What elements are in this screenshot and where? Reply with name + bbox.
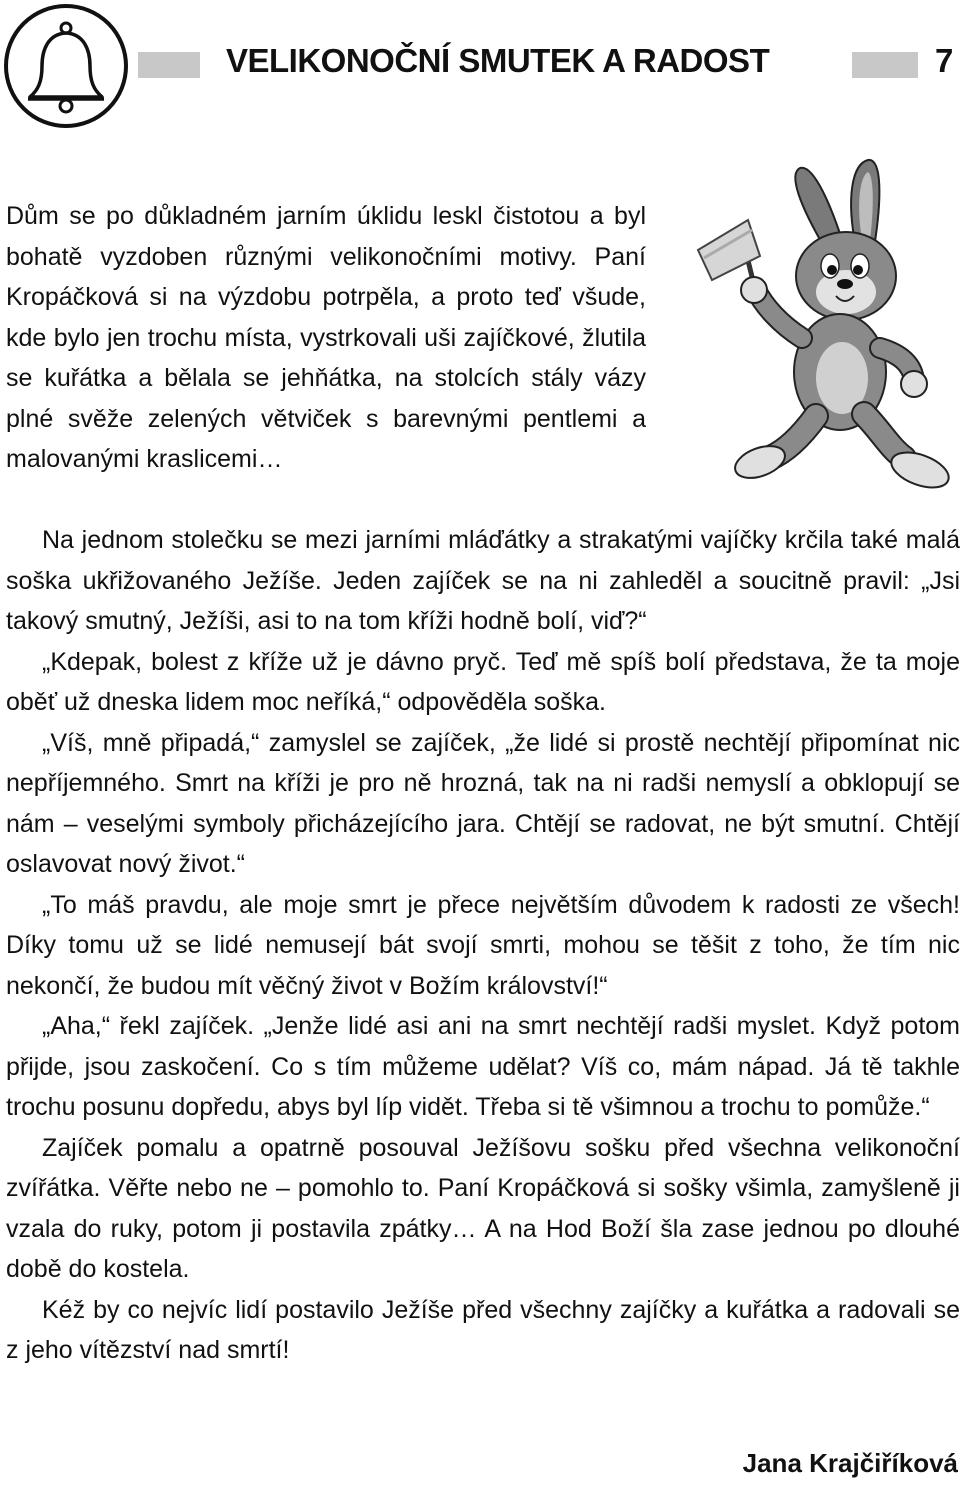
paragraph-2: „Kdepak, bolest z kříže už je dávno pryč. Teď mě spíš bolí představa, že ta moje oběť už dneska lidem moc neříká,“ odpověděla soška. [6, 647, 960, 716]
paragraph-7: Kéž by co nejvíc lidí postavilo Ježíše před všechny zajíčky a kuřátka a radovali se z jeho vítězství nad smrtí! [6, 1295, 960, 1364]
paragraph-3: „Víš, mně připadá,“ zamyslel se zajíček, „že lidé si prostě nechtějí připomínat nic nepříjemného. Smrt na kříži je pro ně hrozná, tak na ni radši nemyslí a obklopují se nám – veselými symboly přicházejícího jara. Chtějí se radovat, ne být smutní. Chtějí oslavovat nový život.“ [6, 728, 960, 878]
bell-icon [2, 2, 130, 130]
story-body [6, 520, 960, 1371]
header-bar-left [138, 52, 200, 78]
header-bar-right [852, 52, 918, 78]
paragraph-6: Zajíček pomalu a opatrně posouval Ježíšovu sošku před všechna velikonoční zvířátka. Věřte nebo ne – pomohlo to. Paní Kropáčková si sošky všimla, zamyšleně ji vzala do ruky, potom ji postavila zpátky… A na Hod Boží šla zase jednou po dlouhé době do kostela. [6, 1133, 960, 1283]
intro-text: Dům se po důkladném jarním úklidu leskl čistotou a byl bohatě vyzdoben různými velikonočními motivy. Paní Kropáčková si na výzdobu potrpěla, a proto teď všude, kde bylo jen trochu místa, vystrkovali uši zajíčkové, žlutila se kuřátka a bělala se jehňátka, na stolcích stály vázy plné svěže zelených větviček s barevnými pentlemi a malovanými kraslicemi… [6, 202, 646, 473]
paragraph-5: „Aha,“ řekl zajíček. „Jenže lidé asi ani na smrt nechtějí radši myslet. Když potom přijde, jsou zaskočení. Co s tím můžeme udělat? Víš co, mám nápad. Já tě takhle trochu posunu dopředu, abys byl líp vidět. Třeba si tě všimnou a trochu to pomůže.“ [6, 1012, 960, 1121]
paragraph-4: „To máš pravdu, ale moje smrt je přece největším důvodem k radosti ze všech! Díky tomu už se lidé nemusejí bát svojí smrti, mohou se těšit z toho, že tím nic nekončí, že budou mít věčný život v Božím království!“ [6, 890, 960, 1000]
author-signature: Jana Krajčiříková [742, 1448, 958, 1478]
bunny-with-flag-illustration [668, 158, 960, 503]
page-number: 7 [935, 42, 954, 79]
paragraph-1: Na jednom stolečku se mezi jarními mláďátky a strakatými vajíčky krčila také malá soška ukřižovaného Ježíše. Jeden zajíček se na ni zahleděl a soucitně pravil: „Jsi takový smutný, Ježíši, asi to na tom kříži hodně bolí, viď?“ [6, 526, 960, 635]
page-title: VELIKONOČNÍ SMUTEK A RADOST [226, 42, 770, 79]
intro-paragraph [6, 196, 646, 480]
